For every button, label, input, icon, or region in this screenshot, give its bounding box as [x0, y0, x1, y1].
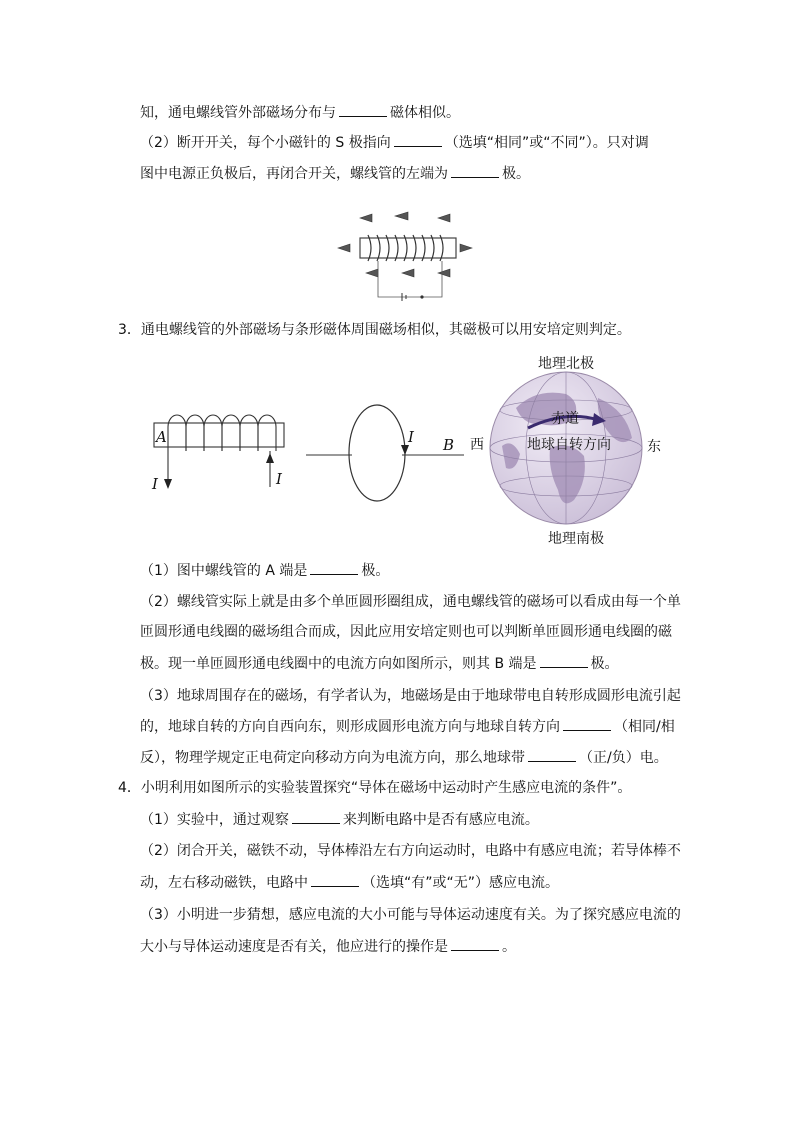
text-line: [140, 809, 539, 830]
text-line: [140, 747, 668, 768]
geographic-south-label: 地理南极: [548, 531, 604, 547]
answer-blank: [394, 132, 442, 147]
text: （选填“有”或“无”）感应电流。: [362, 875, 560, 891]
text: （相同/相: [614, 719, 675, 735]
text: 图中电源正负极后，再闭合开关，螺线管的左端为: [140, 166, 448, 182]
text-line: [140, 653, 619, 674]
text: 极。现一单匝圆形通电线圈中的电流方向如图所示，则其 B 端是: [140, 656, 537, 672]
answer-blank: [451, 936, 499, 951]
text: （选填“相同”或“不同”）。只对调: [444, 135, 649, 151]
loop-end-label: B: [443, 436, 455, 454]
text: 极。: [361, 563, 390, 579]
text-line: 匝圆形通电线圈的磁场组合而成，因此应用安培定则也可以判断单匝圆形通电线圈的磁: [140, 624, 672, 640]
text: （1）图中螺线管的 A 端是: [140, 563, 308, 579]
solenoid-compass-figure: [330, 205, 490, 305]
text-line: （3）小明进一步猜想，感应电流的大小可能与导体运动速度有关。为了探究感应电流的: [140, 907, 681, 923]
geographic-north-label: 地理北极: [538, 356, 594, 372]
loop-current-label: I: [408, 428, 414, 446]
text-line: [140, 560, 389, 581]
current-label-right: I: [276, 470, 282, 488]
answer-blank: [563, 716, 611, 731]
answer-blank: [311, 872, 359, 887]
text: 的，地球自转的方向自西向东，则形成圆形电流方向与地球自转方向: [140, 719, 560, 735]
solenoid-figure: [150, 405, 290, 495]
text-line: [140, 872, 559, 893]
text: 动，左右移动磁铁，电路中: [140, 875, 308, 891]
text: 极。: [590, 656, 619, 672]
question-4-title: 4．小明利用如图所示的实验装置探究“导体在磁场中运动时产生感应电流的条件”。: [118, 780, 632, 796]
west-label: 西: [470, 437, 484, 453]
answer-blank: [310, 560, 358, 575]
answer-blank: [451, 163, 499, 178]
text: 大小与导体运动速度是否有关，他应进行的操作是: [140, 939, 448, 955]
text-line: [140, 102, 460, 123]
text: 反），物理学规定正电荷定向移动方向为电流方向，那么地球带: [140, 750, 525, 766]
current-label-left: I: [152, 475, 158, 493]
answer-blank: [540, 653, 588, 668]
text: （2）断开开关，每个小磁针的 S 极指向: [140, 135, 391, 151]
equator-label: 赤道: [551, 411, 579, 427]
text: （1）实验中，通过观察: [140, 812, 289, 828]
east-label: 东: [647, 439, 661, 455]
text: 磁体相似。: [390, 105, 460, 121]
text: 来判断电路中是否有感应电流。: [342, 812, 539, 828]
text: 极。: [502, 166, 530, 182]
text-line: （2）闭合开关，磁铁不动，导体棒沿左右方向运动时，电路中有感应电流；若导体棒不: [140, 843, 681, 859]
text: 。: [502, 939, 516, 955]
text-line: [140, 132, 649, 153]
rotation-direction-label: 地球自转方向: [527, 437, 611, 453]
text-line: [140, 716, 675, 737]
text-line: [140, 163, 530, 184]
question-3-title: 3．通电螺线管的外部磁场与条形磁体周围磁场相似，其磁极可以用安培定则判定。: [118, 322, 631, 338]
text-line: （2）螺线管实际上就是由多个单匝圆形圈组成，通电螺线管的磁场可以看成由每一个单: [140, 594, 681, 610]
text: （正/负）电。: [579, 750, 668, 766]
text-line: （3）地球周围存在的磁场，有学者认为，地磁场是由于地球带电自转形成圆形电流引起: [140, 688, 681, 704]
answer-blank: [528, 747, 576, 762]
answer-blank: [292, 809, 340, 824]
text-line: [140, 936, 516, 957]
solenoid-end-label: A: [156, 428, 167, 446]
answer-blank: [339, 102, 387, 117]
text: 知，通电螺线管外部磁场分布与: [140, 105, 336, 121]
